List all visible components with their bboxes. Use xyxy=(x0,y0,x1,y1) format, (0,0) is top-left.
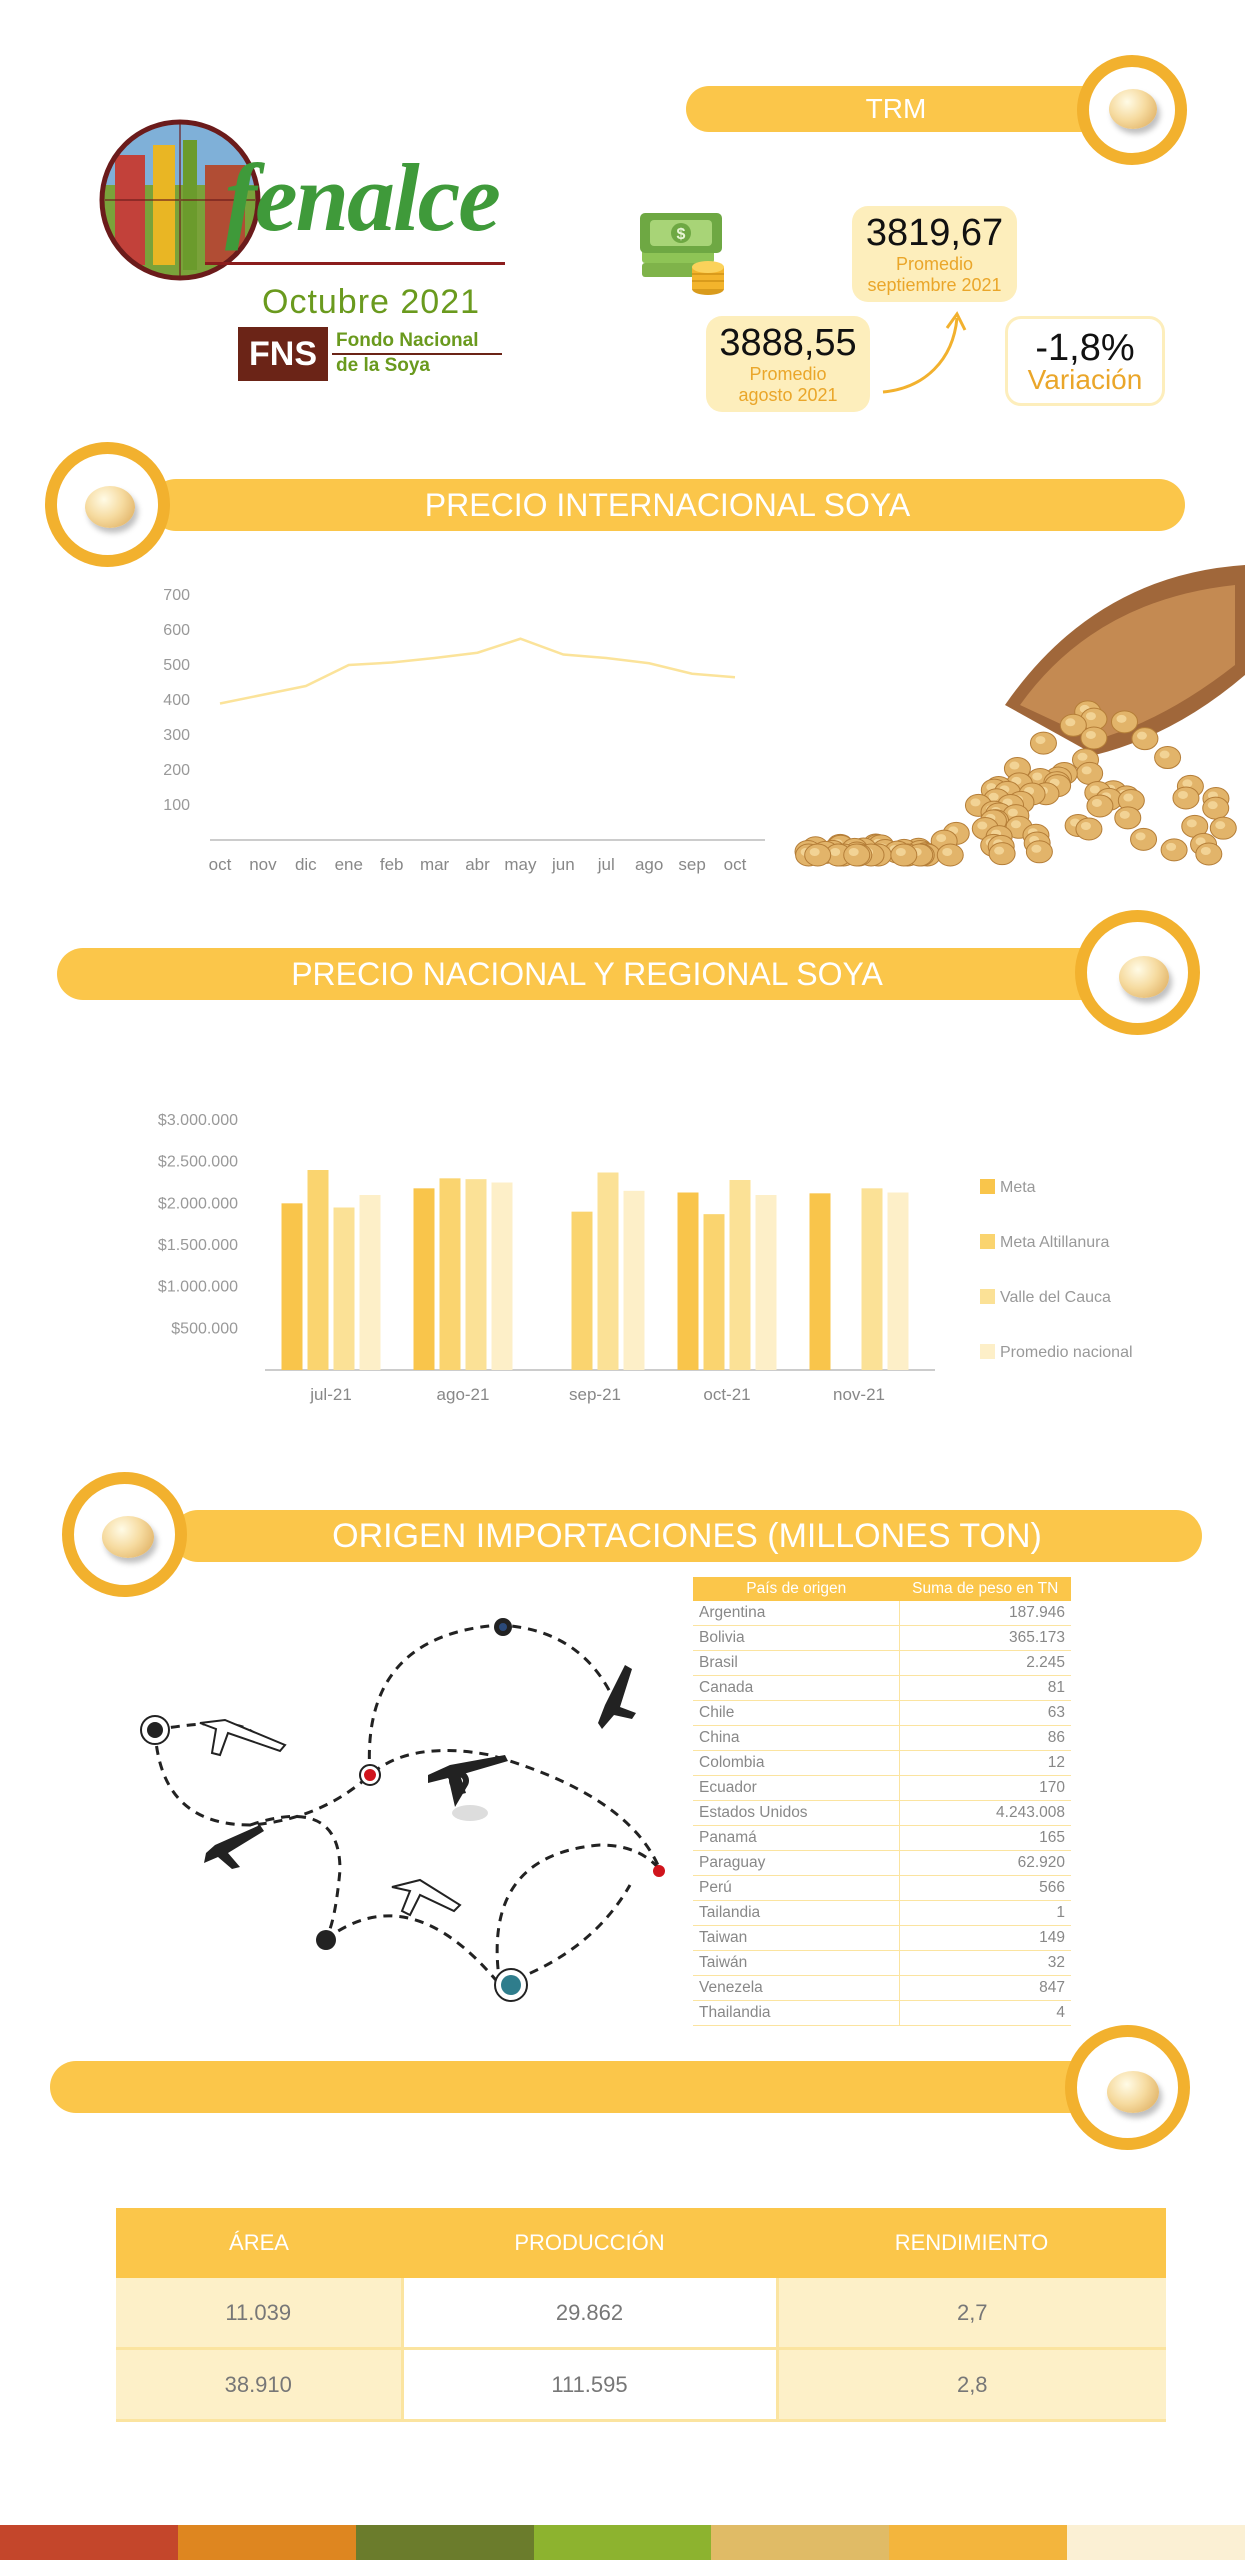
y-tick-label: 200 xyxy=(163,762,190,779)
report-date: Octubre 2021 xyxy=(262,283,481,321)
area-cell: 38.910 xyxy=(116,2349,402,2421)
bar-meta xyxy=(282,1203,303,1370)
y-tick-label: $3.000.000 xyxy=(157,1112,238,1129)
country-cell: Taiwan xyxy=(693,1926,900,1951)
production-table-header-row xyxy=(116,2208,1166,2278)
legend-label: Meta xyxy=(1000,1179,1036,1196)
bar-promedio-nacional xyxy=(756,1195,777,1370)
footer-color-block xyxy=(711,2525,889,2560)
footer-color-block xyxy=(1067,2525,1245,2560)
weight-cell: 32 xyxy=(900,1951,1072,1976)
international-price-line-chart xyxy=(163,575,770,895)
x-tick-label: sep-21 xyxy=(569,1385,621,1404)
header-yield: RENDIMIENTO xyxy=(777,2208,1166,2278)
x-tick-label: ene xyxy=(334,855,363,874)
imports-by-country-table xyxy=(693,1577,1071,2026)
trm-august-period: agosto 2021 xyxy=(738,385,838,405)
x-tick-label: ago xyxy=(634,855,664,874)
footer-color-block xyxy=(356,2525,534,2560)
table-row xyxy=(693,1726,1071,1751)
x-tick-label: oct-21 xyxy=(703,1385,751,1404)
footer-color-block xyxy=(534,2525,712,2560)
bar-valle-del-cauca xyxy=(466,1179,487,1370)
country-cell: Venezela xyxy=(693,1976,900,2001)
bar-promedio-nacional xyxy=(888,1193,909,1371)
bar-meta xyxy=(810,1193,831,1370)
production-cell: 111.595 xyxy=(402,2349,777,2421)
country-cell: Bolivia xyxy=(693,1626,900,1651)
country-cell: Taiwán xyxy=(693,1951,900,1976)
soybean-ring-icon xyxy=(1075,910,1200,1035)
x-tick-label: jun xyxy=(551,855,575,874)
soybean-ring-icon xyxy=(1077,55,1187,165)
legend-label: Promedio nacional xyxy=(1000,1344,1133,1361)
header-weight: Suma de peso en TN xyxy=(900,1577,1072,1601)
soybean-ring-icon xyxy=(62,1472,187,1597)
y-tick-label: $2.000.000 xyxy=(157,1195,238,1213)
bar-meta xyxy=(414,1188,435,1370)
x-tick-label: nov xyxy=(249,855,277,874)
x-tick-label: mar xyxy=(419,855,450,874)
area-cell: 11.039 xyxy=(116,2278,402,2349)
production-section-bar xyxy=(50,2061,1130,2113)
x-tick-label: dic xyxy=(294,855,317,874)
table-row xyxy=(693,1901,1071,1926)
fns-underline xyxy=(332,353,502,355)
weight-cell: 12 xyxy=(900,1751,1072,1776)
imports-origin-title: ORIGEN IMPORTACIONES (MILLONES TON) xyxy=(172,1510,1202,1562)
header-production: PRODUCCIÓN xyxy=(402,2208,777,2278)
table-row xyxy=(693,1851,1071,1876)
country-cell: China xyxy=(693,1726,900,1751)
header-country: País de origen xyxy=(693,1577,900,1601)
production-cell: 29.862 xyxy=(402,2278,777,2349)
bar-meta-altillanura xyxy=(572,1212,593,1370)
x-tick-label: ago-21 xyxy=(436,1385,490,1404)
fns-name-line2: de la Soya xyxy=(336,355,430,376)
y-tick-label: 600 xyxy=(163,622,190,639)
trm-august-label: Promedio xyxy=(749,364,827,384)
trm-title-bar: TRM xyxy=(686,86,1106,132)
table-row xyxy=(693,1751,1071,1776)
table-row xyxy=(693,1776,1071,1801)
table-row xyxy=(693,1826,1071,1851)
bar-meta-altillanura xyxy=(308,1170,329,1370)
y-tick-label: 100 xyxy=(163,797,190,814)
bar-valle-del-cauca xyxy=(730,1180,751,1370)
weight-cell: 566 xyxy=(900,1876,1072,1901)
weight-cell: 4 xyxy=(900,2001,1072,2026)
trm-august-value: 3888,55 xyxy=(719,322,857,364)
soybean-ring-icon xyxy=(45,442,170,567)
national-price-bar-chart xyxy=(120,1100,1170,1420)
flight-routes-illustration xyxy=(120,1595,680,2035)
bar-promedio-nacional xyxy=(360,1195,381,1370)
weight-cell: 170 xyxy=(900,1776,1072,1801)
price-series-line xyxy=(220,639,735,704)
airplane-icon xyxy=(392,1880,460,1915)
airplane-icon xyxy=(204,1665,636,1869)
x-tick-label: nov-21 xyxy=(833,1385,885,1404)
bar-meta-altillanura xyxy=(704,1214,725,1370)
y-tick-label: $2.500.000 xyxy=(157,1153,238,1171)
x-tick-label: oct xyxy=(723,855,747,874)
legend-label: Meta Altillanura xyxy=(1000,1234,1110,1251)
footer-color-strip xyxy=(0,2525,1245,2560)
trm-september-label: Promedio xyxy=(895,254,974,274)
y-tick-label: $1.000.000 xyxy=(157,1278,238,1296)
legend-label: Valle del Cauca xyxy=(1000,1289,1111,1306)
x-tick-label: may xyxy=(504,855,537,874)
table-row xyxy=(693,1651,1071,1676)
country-cell: Tailandia xyxy=(693,1901,900,1926)
country-cell: Paraguay xyxy=(693,1851,900,1876)
svg-text:$: $ xyxy=(676,226,686,243)
airplane-icon xyxy=(200,1720,285,1755)
y-tick-label: 700 xyxy=(163,587,190,604)
trm-variation-card xyxy=(1005,316,1165,406)
weight-cell: 2.245 xyxy=(900,1651,1072,1676)
country-cell: Ecuador xyxy=(693,1776,900,1801)
country-cell: Canada xyxy=(693,1676,900,1701)
international-price-title: PRECIO INTERNACIONAL SOYA xyxy=(150,479,1185,531)
yield-cell: 2,8 xyxy=(777,2349,1166,2421)
weight-cell: 149 xyxy=(900,1926,1072,1951)
weight-cell: 847 xyxy=(900,1976,1072,2001)
legend-swatch xyxy=(980,1344,995,1359)
production-table xyxy=(116,2208,1166,2422)
fns-badge: FNS xyxy=(238,327,328,381)
legend-swatch xyxy=(980,1179,995,1194)
bar-valle-del-cauca xyxy=(334,1208,355,1371)
legend-swatch xyxy=(980,1289,995,1304)
table-row xyxy=(693,1676,1071,1701)
trend-arrow-icon xyxy=(875,300,975,400)
x-tick-label: jul-21 xyxy=(310,1385,352,1404)
bar-meta-altillanura xyxy=(440,1178,461,1370)
imports-table-header-row xyxy=(693,1577,1071,1601)
trm-variation-value: -1,8% xyxy=(1035,327,1135,369)
y-tick-label: 400 xyxy=(163,692,190,709)
table-row xyxy=(693,1951,1071,1976)
weight-cell: 365.173 xyxy=(900,1626,1072,1651)
weight-cell: 86 xyxy=(900,1726,1072,1751)
x-tick-label: abr xyxy=(465,855,490,874)
table-row xyxy=(693,1926,1071,1951)
x-tick-label: feb xyxy=(379,855,404,874)
logo-divider xyxy=(205,262,505,265)
footer-color-block xyxy=(889,2525,1067,2560)
y-tick-label: $1.500.000 xyxy=(157,1237,238,1254)
table-row xyxy=(116,2278,1166,2349)
weight-cell: 165 xyxy=(900,1826,1072,1851)
country-cell: Chile xyxy=(693,1701,900,1726)
soybean-ring-icon xyxy=(1065,2025,1190,2150)
header-area: ÁREA xyxy=(116,2208,402,2278)
y-tick-label: 300 xyxy=(163,727,190,744)
weight-cell: 63 xyxy=(900,1701,1072,1726)
bar-valle-del-cauca xyxy=(862,1188,883,1370)
yield-cell: 2,7 xyxy=(777,2278,1166,2349)
table-row xyxy=(693,1626,1071,1651)
country-cell: Colombia xyxy=(693,1751,900,1776)
country-cell: Argentina xyxy=(693,1601,900,1626)
money-stack-icon xyxy=(636,207,732,303)
legend-swatch xyxy=(980,1234,995,1249)
table-row xyxy=(693,1976,1071,2001)
fenalce-wordmark: fenalce xyxy=(225,144,499,251)
y-tick-label: 500 xyxy=(163,657,190,674)
table-row xyxy=(693,1701,1071,1726)
table-row xyxy=(693,2001,1071,2026)
x-tick-label: sep xyxy=(678,855,706,874)
country-cell: Brasil xyxy=(693,1651,900,1676)
bar-meta xyxy=(678,1193,699,1371)
footer-color-block xyxy=(0,2525,178,2560)
y-tick-label: $500.000 xyxy=(171,1320,238,1338)
table-row xyxy=(693,1876,1071,1901)
trm-september-period: septiembre 2021 xyxy=(867,275,1002,295)
country-cell: Perú xyxy=(693,1876,900,1901)
table-row xyxy=(693,1801,1071,1826)
soybean-scoop-image xyxy=(795,555,1245,895)
bar-valle-del-cauca xyxy=(598,1173,619,1371)
bar-promedio-nacional xyxy=(624,1191,645,1370)
country-cell: Thailandia xyxy=(693,2001,900,2026)
table-row xyxy=(693,1601,1071,1626)
weight-cell: 187.946 xyxy=(900,1601,1072,1626)
weight-cell: 62.920 xyxy=(900,1851,1072,1876)
x-tick-label: oct xyxy=(208,855,232,874)
trm-august-card xyxy=(706,316,870,412)
x-tick-label: jul xyxy=(597,855,615,874)
fns-name-line1: Fondo Nacional xyxy=(336,330,479,351)
national-price-title: PRECIO NACIONAL Y REGIONAL SOYA xyxy=(57,948,1117,1000)
weight-cell: 4.243.008 xyxy=(900,1801,1072,1826)
country-cell: Panamá xyxy=(693,1826,900,1851)
weight-cell: 1 xyxy=(900,1901,1072,1926)
trm-september-card xyxy=(852,206,1017,302)
table-row xyxy=(116,2349,1166,2421)
footer-color-block xyxy=(178,2525,356,2560)
weight-cell: 81 xyxy=(900,1676,1072,1701)
bar-promedio-nacional xyxy=(492,1183,513,1371)
country-cell: Estados Unidos xyxy=(693,1801,900,1826)
trm-september-value: 3819,67 xyxy=(865,212,1004,254)
trm-variation-label: Variación xyxy=(1027,364,1143,395)
